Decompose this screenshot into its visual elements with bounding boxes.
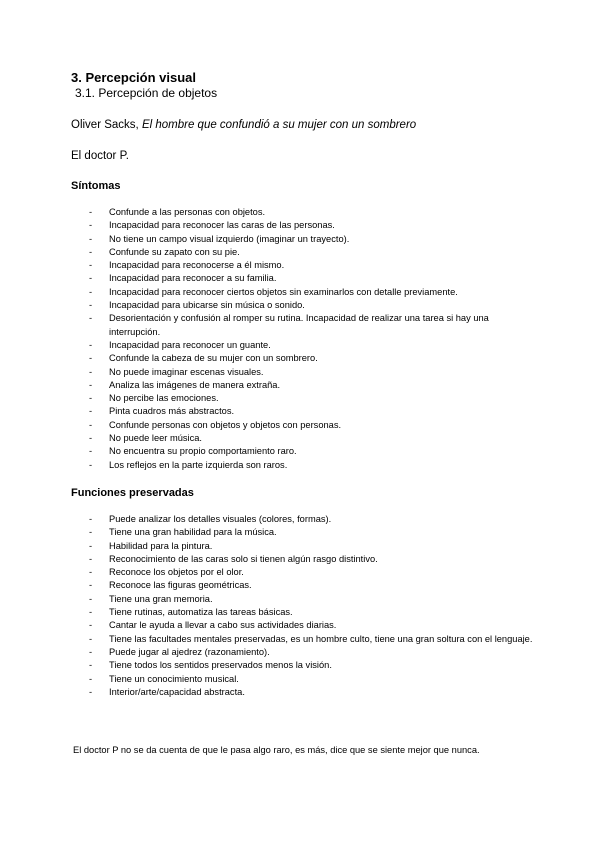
list-item	[89, 299, 539, 312]
list-item	[89, 366, 539, 379]
bullet-dash: -	[89, 260, 93, 271]
list-item	[89, 259, 539, 272]
list-item	[89, 593, 539, 606]
bullet-dash: -	[89, 527, 93, 538]
bullet-dash: -	[89, 246, 93, 257]
list-item-text: Los reflejos en la parte izquierda son raros.	[109, 459, 288, 470]
list-item-text: Puede jugar al ajedrez (razonamiento).	[109, 646, 270, 657]
reference-line	[71, 119, 416, 131]
list-item	[89, 540, 539, 553]
list-item	[89, 432, 539, 445]
list-item	[89, 459, 539, 472]
list-item	[89, 219, 539, 232]
list-item	[89, 246, 539, 259]
sintomas-list	[89, 206, 539, 472]
bullet-dash: -	[89, 379, 93, 390]
reference-book-title: El hombre que confundió a su mujer con un sombrero	[141, 119, 417, 131]
list-item-text: Tiene una gran memoria.	[109, 593, 213, 604]
list-item-text: Incapacidad para reconocer las caras de las personas.	[109, 220, 335, 231]
list-item	[89, 566, 539, 579]
list-item	[89, 233, 539, 246]
list-item-text: Tiene un conocimiento musical.	[109, 673, 239, 684]
bullet-dash: -	[89, 393, 93, 404]
bullet-dash: -	[89, 593, 93, 604]
list-item-text: Confunde personas con objetos y objetos con personas.	[109, 419, 342, 430]
list-item-text: Confunde la cabeza de su mujer con un sombrero.	[109, 353, 318, 364]
bullet-dash: -	[89, 286, 93, 297]
list-item-text: Incapacidad para reconocerse a él mismo.	[109, 260, 285, 271]
bullet-dash: -	[89, 567, 93, 578]
list-item	[89, 659, 539, 672]
bullet-dash: -	[89, 459, 93, 470]
bullet-dash: -	[89, 620, 93, 631]
subject-line: El doctor P.	[71, 150, 129, 162]
list-item-text: Desorientación y confusión al romper su rutina. Incapacidad de realizar una tarea si hay una interrupción.	[109, 313, 489, 337]
subsection-heading: 3.1. Percepción de objetos	[75, 86, 218, 100]
list-item	[89, 606, 539, 619]
list-item	[89, 646, 539, 659]
list-item	[89, 379, 539, 392]
list-item-text: No puede imaginar escenas visuales.	[109, 366, 264, 377]
bullet-dash: -	[89, 366, 93, 377]
list-item-text: Tiene una gran habilidad para la música.	[109, 527, 277, 538]
bullet-dash: -	[89, 207, 93, 217]
list-item	[89, 579, 539, 592]
bullet-dash: -	[89, 607, 93, 618]
list-item-text: Interior/arte/capacidad abstracta.	[109, 686, 245, 697]
bullet-dash: -	[89, 273, 93, 284]
sintomas-heading: Síntomas	[71, 180, 121, 192]
list-item-text: No puede leer música.	[109, 433, 203, 444]
list-item-text: Pinta cuadros más abstractos.	[109, 406, 235, 417]
list-item	[89, 352, 539, 365]
bullet-dash: -	[89, 419, 93, 430]
list-item-text: Tiene las facultades mentales preservadas, es un hombre culto, tiene una gran soltura con el lenguaje.	[109, 633, 533, 644]
bullet-dash: -	[89, 406, 93, 417]
bullet-dash: -	[89, 673, 93, 684]
bullet-dash: -	[89, 580, 93, 591]
list-item-text: Incapacidad para reconocer a su familia.	[109, 273, 277, 284]
bullet-dash: -	[89, 514, 93, 524]
bullet-dash: -	[89, 433, 93, 444]
reference-author: Oliver Sacks,	[71, 119, 142, 131]
list-item-text: Tiene todos los sentidos preservados menos la visión.	[109, 660, 332, 671]
list-item-text: Confunde su zapato con su pie.	[109, 246, 240, 257]
bullet-dash: -	[89, 313, 93, 324]
bullet-dash: -	[89, 540, 93, 551]
list-item-text: Reconocimiento de las caras solo si tienen algún rasgo distintivo.	[109, 553, 378, 564]
list-item-text: No tiene un campo visual izquierdo (imaginar un trayecto).	[109, 233, 350, 244]
bullet-dash: -	[89, 353, 93, 364]
bullet-dash: -	[89, 446, 93, 457]
list-item	[89, 513, 539, 526]
list-item-text: No percibe las emociones.	[109, 393, 219, 404]
list-item-text: Habilidad para la pintura.	[109, 540, 213, 551]
list-item-text: No encuentra su propio comportamiento raro.	[109, 446, 297, 457]
list-item-text: Puede analizar los detalles visuales (colores, formas).	[109, 514, 332, 524]
list-item	[89, 405, 539, 418]
list-item	[89, 619, 539, 632]
list-item	[89, 312, 539, 339]
bullet-dash: -	[89, 553, 93, 564]
list-item-text: Confunde a las personas con objetos.	[109, 207, 266, 217]
bullet-dash: -	[89, 220, 93, 231]
list-item	[89, 339, 539, 352]
list-item	[89, 526, 539, 539]
bullet-dash: -	[89, 300, 93, 311]
bullet-dash: -	[89, 646, 93, 657]
list-item-text: Reconoce los objetos por el olor.	[109, 567, 244, 578]
list-item	[89, 445, 539, 458]
funciones-list	[89, 513, 539, 699]
list-item	[89, 286, 539, 299]
list-item-text: Incapacidad para reconocer un guante.	[109, 339, 271, 350]
list-item-text: Reconoce las figuras geométricas.	[109, 580, 252, 591]
list-item	[89, 419, 539, 432]
list-item-text: Analiza las imágenes de manera extraña.	[109, 379, 281, 390]
list-item-text: Cantar le ayuda a llevar a cabo sus actividades diarias.	[109, 620, 337, 631]
list-item-text: Incapacidad para reconocer ciertos objetos sin examinarlos con detalle previamente.	[109, 286, 458, 297]
list-item	[89, 206, 539, 219]
list-item-text: Incapacidad para ubicarse sin música o sonido.	[109, 300, 305, 311]
section-heading: 3. Percepción visual	[71, 70, 197, 85]
list-item	[89, 272, 539, 285]
list-item	[89, 633, 539, 646]
list-item	[89, 553, 539, 566]
bullet-dash: -	[89, 660, 93, 671]
funciones-heading: Funciones preservadas	[71, 487, 194, 499]
list-item	[89, 673, 539, 686]
bullet-dash: -	[89, 686, 93, 697]
closing-paragraph: El doctor P no se da cuenta de que le pasa algo raro, es más, dice que se siente mejor que nunca.	[73, 745, 480, 755]
bullet-dash: -	[89, 633, 93, 644]
bullet-dash: -	[89, 339, 93, 350]
list-item	[89, 686, 539, 699]
list-item	[89, 392, 539, 405]
list-item-text: Tiene rutinas, automatiza las tareas básicas.	[109, 607, 293, 618]
bullet-dash: -	[89, 233, 93, 244]
